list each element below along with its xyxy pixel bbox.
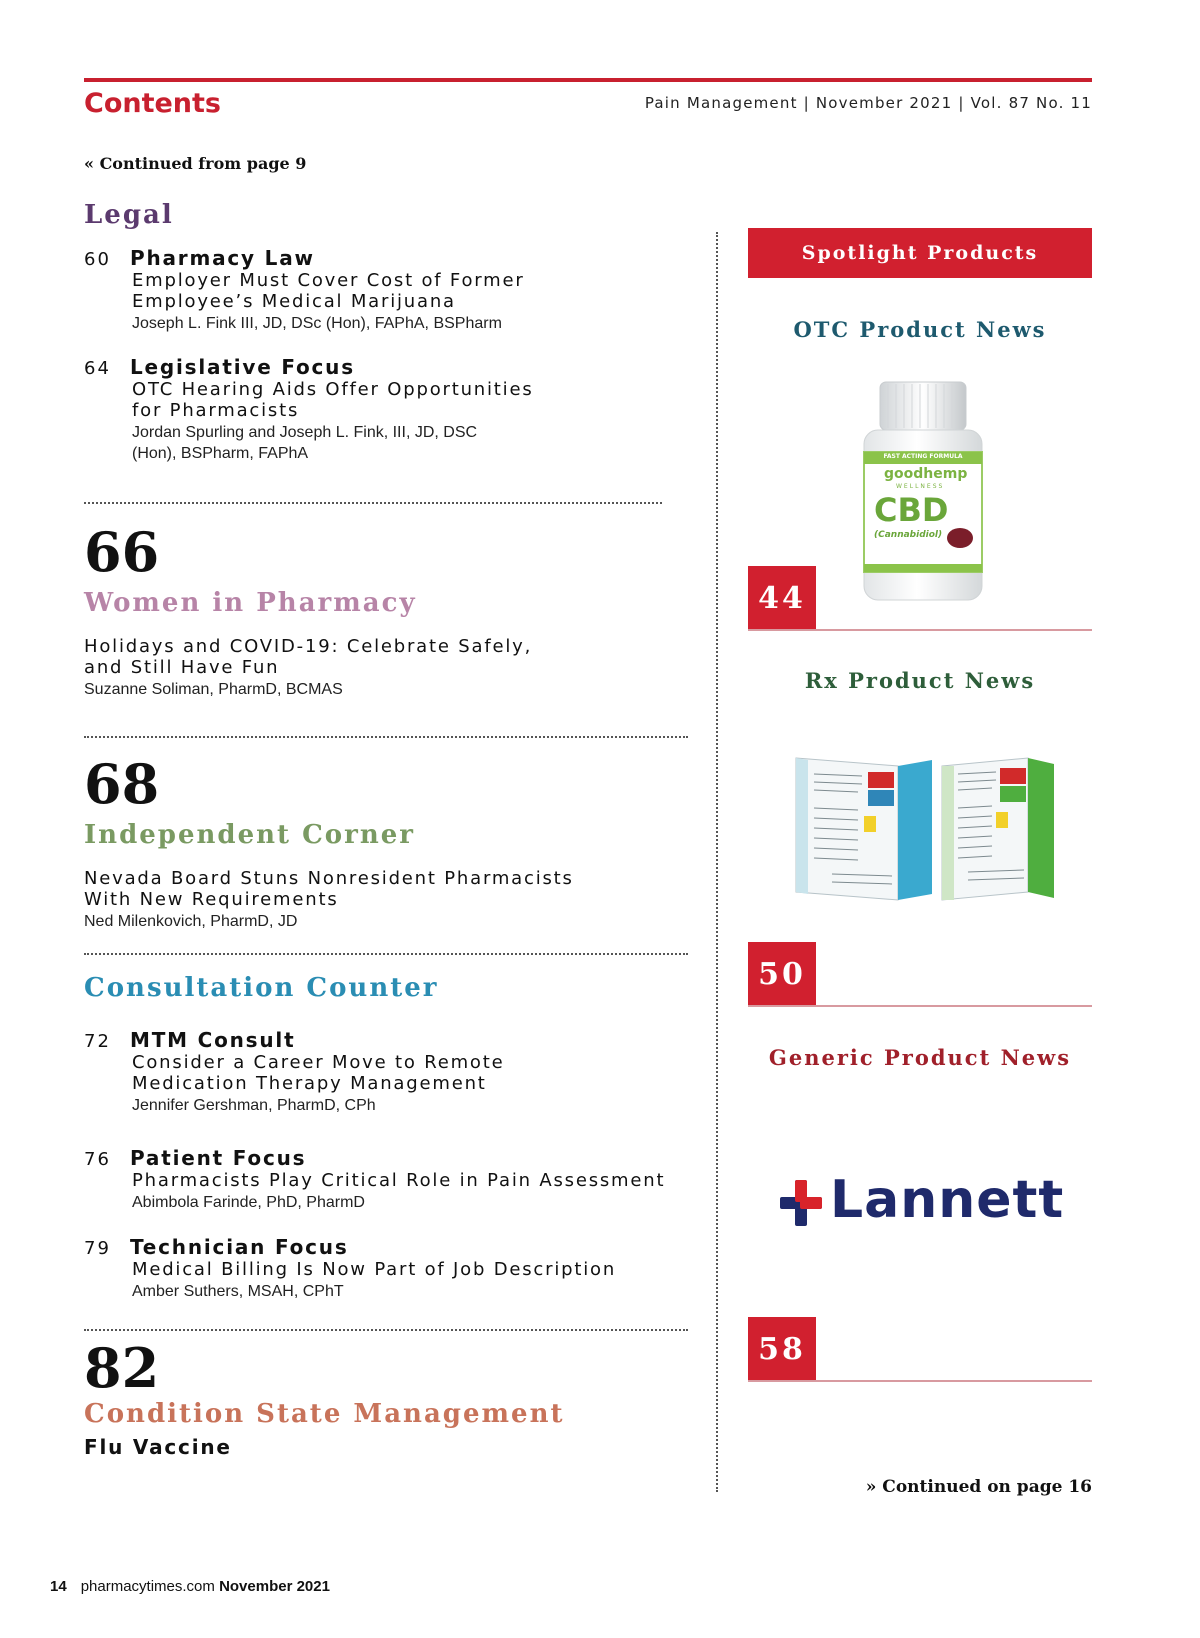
footer-date: November 2021 (219, 1578, 330, 1595)
entry-title: Medical Billing Is Now Part of Job Description (132, 1259, 617, 1280)
entry-title: for Pharmacists (132, 400, 300, 421)
entry-title: Holidays and COVID-19: Celebrate Safely, (84, 636, 533, 657)
section-divider (84, 502, 662, 504)
badge-rule (748, 1380, 1092, 1382)
page-title: Contents (84, 88, 222, 119)
rx-page-badge[interactable]: 50 (748, 942, 816, 1006)
section-heading-consultation-counter: Consultation Counter (84, 973, 439, 1003)
issue-info: Pain Management | November 2021 | Vol. 87 No. 11 (644, 94, 1092, 112)
otc-page-badge[interactable]: 44 (748, 566, 816, 630)
footer-page-number: 14 (50, 1578, 67, 1595)
entry-author: Jennifer Gershman, PharmD, CPh (132, 1097, 376, 1114)
continued-on-link[interactable]: » Continued on page 16 (865, 1477, 1092, 1497)
entry-author: Amber Suthers, MSAH, CPhT (132, 1283, 344, 1300)
entry-page-number: 76 (84, 1149, 111, 1170)
section-divider (84, 1329, 688, 1331)
cbd-product-sub: (Cannabidiol) (874, 530, 943, 540)
badge-rule (748, 629, 1092, 631)
badge-rule (748, 1005, 1092, 1007)
entry-page-number: 79 (84, 1238, 111, 1259)
feature-page-number: 82 (84, 1336, 160, 1400)
entry-department: Pharmacy Law (130, 246, 315, 270)
entry-title: Employer Must Cover Cost of Former (132, 270, 525, 291)
section-divider (84, 736, 688, 738)
entry-title: OTC Hearing Aids Offer Opportunities (132, 379, 534, 400)
entry-title: Consider a Career Move to Remote (132, 1052, 505, 1073)
entry-department: Legislative Focus (130, 355, 355, 379)
entry-title: and Still Have Fun (84, 657, 280, 678)
footer-site: pharmacytimes.com (80, 1578, 215, 1595)
generic-page-badge[interactable]: 58 (748, 1317, 816, 1381)
feature-page-number: 66 (84, 520, 160, 584)
cbd-brand: goodhemp (884, 466, 968, 482)
cbd-product-name: CBD (874, 491, 949, 529)
otc-product-news-heading: OTC Product News (793, 317, 1047, 342)
entry-author: Suzanne Soliman, PharmD, BCMAS (84, 681, 343, 698)
entry-author: Ned Milenkovich, PharmD, JD (84, 913, 298, 930)
entry-author: Jordan Spurling and Joseph L. Fink, III, JD, DSC (132, 424, 478, 441)
page-footer (50, 1578, 330, 1595)
entry-title: Pharmacists Play Critical Role in Pain Assessment (132, 1170, 666, 1191)
section-heading-independent-corner: Independent Corner (84, 820, 415, 850)
top-rule (84, 78, 1092, 82)
entry-department: Patient Focus (130, 1146, 307, 1170)
rx-product-news-heading: Rx Product News (804, 668, 1036, 693)
section-divider (84, 953, 688, 955)
rx-product-boxes-image (792, 754, 1060, 904)
entry-author: Abimbola Farinde, PhD, PharmD (132, 1194, 365, 1211)
lannett-logo-mark (778, 1178, 824, 1228)
entry-author: Joseph L. Fink III, JD, DSc (Hon), FAPhA, BSPharm (132, 315, 502, 332)
section-heading-women-in-pharmacy: Women in Pharmacy (84, 588, 417, 618)
section-heading-legal: Legal (84, 200, 174, 230)
entry-subtitle: Flu Vaccine (84, 1435, 232, 1459)
entry-department: Technician Focus (130, 1235, 349, 1259)
entry-title: With New Requirements (84, 889, 339, 910)
section-heading-condition-state-management: Condition State Management (84, 1399, 565, 1429)
column-divider (716, 232, 718, 1492)
continued-from-link[interactable]: « Continued from page 9 (84, 154, 307, 173)
feature-page-number: 68 (84, 752, 160, 816)
entry-page-number: 60 (84, 249, 111, 270)
spotlight-banner (748, 228, 1092, 278)
generic-product-news-heading: Generic Product News (768, 1045, 1072, 1070)
entry-department: MTM Consult (130, 1028, 296, 1052)
entry-title: Nevada Board Stuns Nonresident Pharmacists (84, 868, 574, 889)
cbd-label-top: FAST ACTING FORMULA (883, 453, 963, 460)
cbd-brand-sub: WELLNESS (896, 483, 945, 490)
entry-author: (Hon), BSPharm, FAPhA (132, 445, 309, 462)
entry-page-number: 64 (84, 358, 111, 379)
spotlight-banner-label: Spotlight Products (801, 242, 1039, 264)
entry-title: Medication Therapy Management (132, 1073, 487, 1094)
entry-title: Employee’s Medical Marijuana (132, 291, 456, 312)
lannett-logo-text: Lannett (830, 1170, 1065, 1230)
entry-page-number: 72 (84, 1031, 111, 1052)
